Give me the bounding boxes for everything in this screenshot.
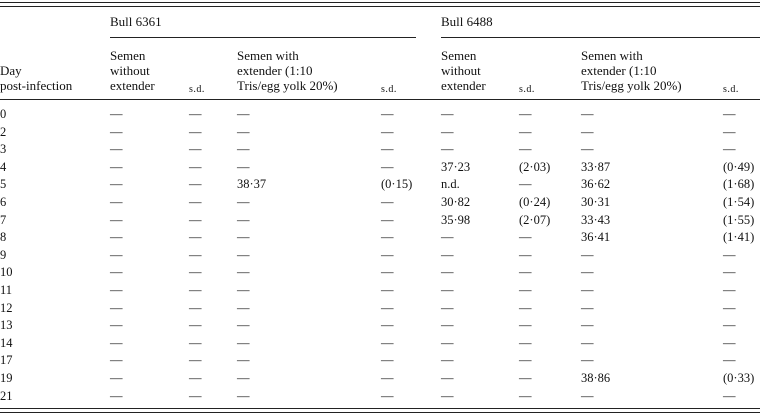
bull-6488-header: Bull 6488: [441, 14, 493, 29]
value-cell: —: [519, 335, 532, 350]
value-cell: —: [110, 107, 123, 121]
bull-6361-header: Bull 6361: [110, 14, 162, 29]
value-cell: —: [110, 318, 123, 333]
value-cell: —: [723, 353, 736, 368]
value-cell: —: [519, 353, 532, 368]
day-cell: 3: [0, 142, 7, 157]
bull-6361-rule: [110, 37, 416, 38]
col-with-header-a3: Tris/egg yolk 20%): [237, 78, 338, 93]
value-cell: —: [723, 247, 736, 262]
bottom-rule-1: [0, 408, 760, 409]
day-cell: 6: [0, 195, 7, 209]
value-cell: —: [110, 177, 123, 192]
value-cell: —: [237, 335, 250, 350]
value-cell: —: [381, 230, 394, 245]
value-cell: —: [237, 388, 250, 403]
value-cell: —: [723, 124, 736, 139]
value-cell: —: [381, 195, 394, 209]
day-cell: 2: [0, 124, 7, 139]
col-with-header-b2: extender (1:10: [581, 63, 657, 78]
value-cell: —: [189, 159, 202, 174]
value-cell: —: [519, 318, 532, 333]
value-cell: —: [189, 388, 202, 403]
sd-header-b2: s.d.: [723, 84, 739, 95]
day-cell: 4: [0, 159, 7, 174]
value-cell: 38·37: [237, 177, 267, 192]
value-cell: —: [189, 124, 202, 139]
value-cell: —: [441, 230, 454, 245]
value-cell: —: [189, 265, 202, 280]
day-cell: 17: [0, 353, 13, 368]
value-cell: —: [581, 353, 594, 368]
value-cell: —: [110, 335, 123, 350]
col-with-header-a2: extender (1:10: [237, 63, 313, 78]
value-cell: —: [237, 371, 250, 385]
value-cell: (1·55): [723, 212, 755, 227]
value-cell: —: [110, 142, 123, 157]
value-cell: —: [581, 124, 594, 139]
col-with-header-b1: Semen with: [581, 48, 643, 63]
value-cell: —: [723, 107, 736, 121]
value-cell: —: [189, 195, 202, 209]
value-cell: —: [381, 107, 394, 121]
value-cell: —: [441, 142, 454, 157]
value-cell: —: [441, 265, 454, 280]
value-cell: —: [110, 212, 123, 227]
value-cell: —: [723, 142, 736, 157]
col-without-header-a3: extender: [110, 78, 155, 93]
day-header-line1: Day: [0, 63, 22, 78]
value-cell: —: [189, 318, 202, 333]
value-cell: —: [189, 283, 202, 297]
value-cell: —: [441, 283, 454, 297]
value-cell: —: [519, 247, 532, 262]
value-cell: (2·03): [519, 159, 551, 174]
value-cell: (2·07): [519, 212, 551, 227]
sd-header-a2: s.d.: [381, 84, 397, 95]
value-cell: (1·54): [723, 195, 755, 209]
value-cell: —: [519, 177, 532, 192]
value-cell: 38·86: [581, 371, 611, 385]
value-cell: —: [381, 335, 394, 350]
value-cell: —: [381, 265, 394, 280]
col-with-header-b3: Tris/egg yolk 20%): [581, 78, 682, 93]
value-cell: —: [441, 353, 454, 368]
value-cell: —: [189, 107, 202, 121]
value-cell: —: [441, 300, 454, 315]
value-cell: —: [381, 371, 394, 385]
value-cell: —: [581, 247, 594, 262]
value-cell: —: [237, 230, 250, 245]
col-without-header-b2: without: [441, 63, 481, 78]
sd-header-a1: s.d.: [189, 84, 205, 95]
value-cell: —: [581, 265, 594, 280]
col-without-header-b3: extender: [441, 78, 486, 93]
top-rule-1: [0, 2, 760, 3]
value-cell: —: [110, 195, 123, 209]
day-cell: 7: [0, 212, 7, 227]
value-cell: —: [723, 265, 736, 280]
value-cell: —: [237, 353, 250, 368]
value-cell: —: [189, 300, 202, 315]
value-cell: —: [519, 388, 532, 403]
value-cell: —: [189, 212, 202, 227]
value-cell: 36·62: [581, 177, 611, 192]
value-cell: —: [237, 283, 250, 297]
day-header-line2: post-infection: [0, 78, 73, 93]
value-cell: —: [519, 371, 532, 385]
value-cell: —: [381, 283, 394, 297]
value-cell: —: [189, 177, 202, 192]
value-cell: —: [723, 283, 736, 297]
value-cell: —: [723, 388, 736, 403]
value-cell: —: [381, 353, 394, 368]
value-cell: —: [519, 265, 532, 280]
value-cell: —: [441, 247, 454, 262]
value-cell: —: [381, 212, 394, 227]
value-cell: —: [441, 124, 454, 139]
value-cell: —: [237, 247, 250, 262]
value-cell: —: [189, 230, 202, 245]
day-cell: 9: [0, 247, 7, 262]
value-cell: —: [581, 142, 594, 157]
value-cell: —: [441, 388, 454, 403]
value-cell: —: [110, 159, 123, 174]
col-without-header-b1: Semen: [441, 48, 477, 63]
header-rule: [0, 99, 760, 100]
value-cell: —: [581, 388, 594, 403]
value-cell: —: [581, 318, 594, 333]
value-cell: —: [237, 107, 250, 121]
value-cell: —: [519, 107, 532, 121]
value-cell: —: [110, 124, 123, 139]
value-cell: —: [110, 247, 123, 262]
value-cell: —: [237, 195, 250, 209]
value-cell: —: [723, 335, 736, 350]
day-cell: 8: [0, 230, 7, 245]
value-cell: 37·23: [441, 159, 471, 174]
value-cell: (0·49): [723, 159, 755, 174]
value-cell: —: [441, 335, 454, 350]
value-cell: —: [237, 159, 250, 174]
value-cell: —: [189, 142, 202, 157]
value-cell: —: [381, 318, 394, 333]
value-cell: —: [237, 265, 250, 280]
value-cell: 33·43: [581, 212, 611, 227]
value-cell: 30·82: [441, 195, 471, 209]
value-cell: (0·15): [381, 177, 413, 192]
value-cell: —: [519, 283, 532, 297]
value-cell: —: [519, 230, 532, 245]
col-without-header-a1: Semen: [110, 48, 146, 63]
value-cell: —: [110, 265, 123, 280]
day-cell: 0: [0, 107, 7, 121]
value-cell: —: [189, 371, 202, 385]
value-cell: —: [110, 283, 123, 297]
value-cell: —: [519, 300, 532, 315]
value-cell: —: [441, 318, 454, 333]
value-cell: —: [381, 300, 394, 315]
value-cell: 33·87: [581, 159, 611, 174]
value-cell: (1·68): [723, 177, 755, 192]
value-cell: —: [110, 230, 123, 245]
bull-6488-rule: [441, 37, 760, 38]
value-cell: —: [237, 142, 250, 157]
value-cell: (1·41): [723, 230, 755, 245]
value-cell: 35·98: [441, 212, 471, 227]
sd-header-b1: s.d.: [519, 84, 535, 95]
value-cell: n.d.: [441, 177, 460, 192]
value-cell: —: [581, 335, 594, 350]
value-cell: —: [381, 142, 394, 157]
value-cell: —: [381, 159, 394, 174]
value-cell: —: [189, 353, 202, 368]
value-cell: —: [581, 283, 594, 297]
value-cell: 36·41: [581, 230, 611, 245]
value-cell: —: [110, 300, 123, 315]
value-cell: —: [381, 388, 394, 403]
day-cell: 19: [0, 371, 13, 385]
value-cell: —: [237, 300, 250, 315]
value-cell: (0·33): [723, 371, 755, 385]
value-cell: —: [519, 142, 532, 157]
value-cell: —: [189, 247, 202, 262]
day-cell: 21: [0, 388, 13, 403]
bottom-rule-2: [0, 412, 760, 413]
value-cell: —: [723, 318, 736, 333]
value-cell: —: [519, 124, 532, 139]
day-cell: 5: [0, 177, 7, 192]
value-cell: —: [110, 353, 123, 368]
value-cell: —: [441, 107, 454, 121]
value-cell: —: [381, 247, 394, 262]
value-cell: —: [581, 300, 594, 315]
day-cell: 13: [0, 318, 13, 333]
value-cell: —: [237, 212, 250, 227]
col-without-header-a2: without: [110, 63, 150, 78]
top-rule-2: [0, 6, 760, 7]
value-cell: —: [110, 371, 123, 385]
day-cell: 12: [0, 300, 13, 315]
value-cell: —: [237, 124, 250, 139]
day-cell: 14: [0, 335, 13, 350]
value-cell: (0·24): [519, 195, 551, 209]
value-cell: 30·31: [581, 195, 611, 209]
value-cell: —: [237, 318, 250, 333]
value-cell: —: [189, 335, 202, 350]
day-cell: 10: [0, 265, 13, 280]
day-cell: 11: [0, 283, 13, 297]
value-cell: —: [441, 371, 454, 385]
col-with-header-a1: Semen with: [237, 48, 299, 63]
value-cell: —: [723, 300, 736, 315]
value-cell: —: [110, 388, 123, 403]
value-cell: —: [581, 107, 594, 121]
value-cell: —: [381, 124, 394, 139]
